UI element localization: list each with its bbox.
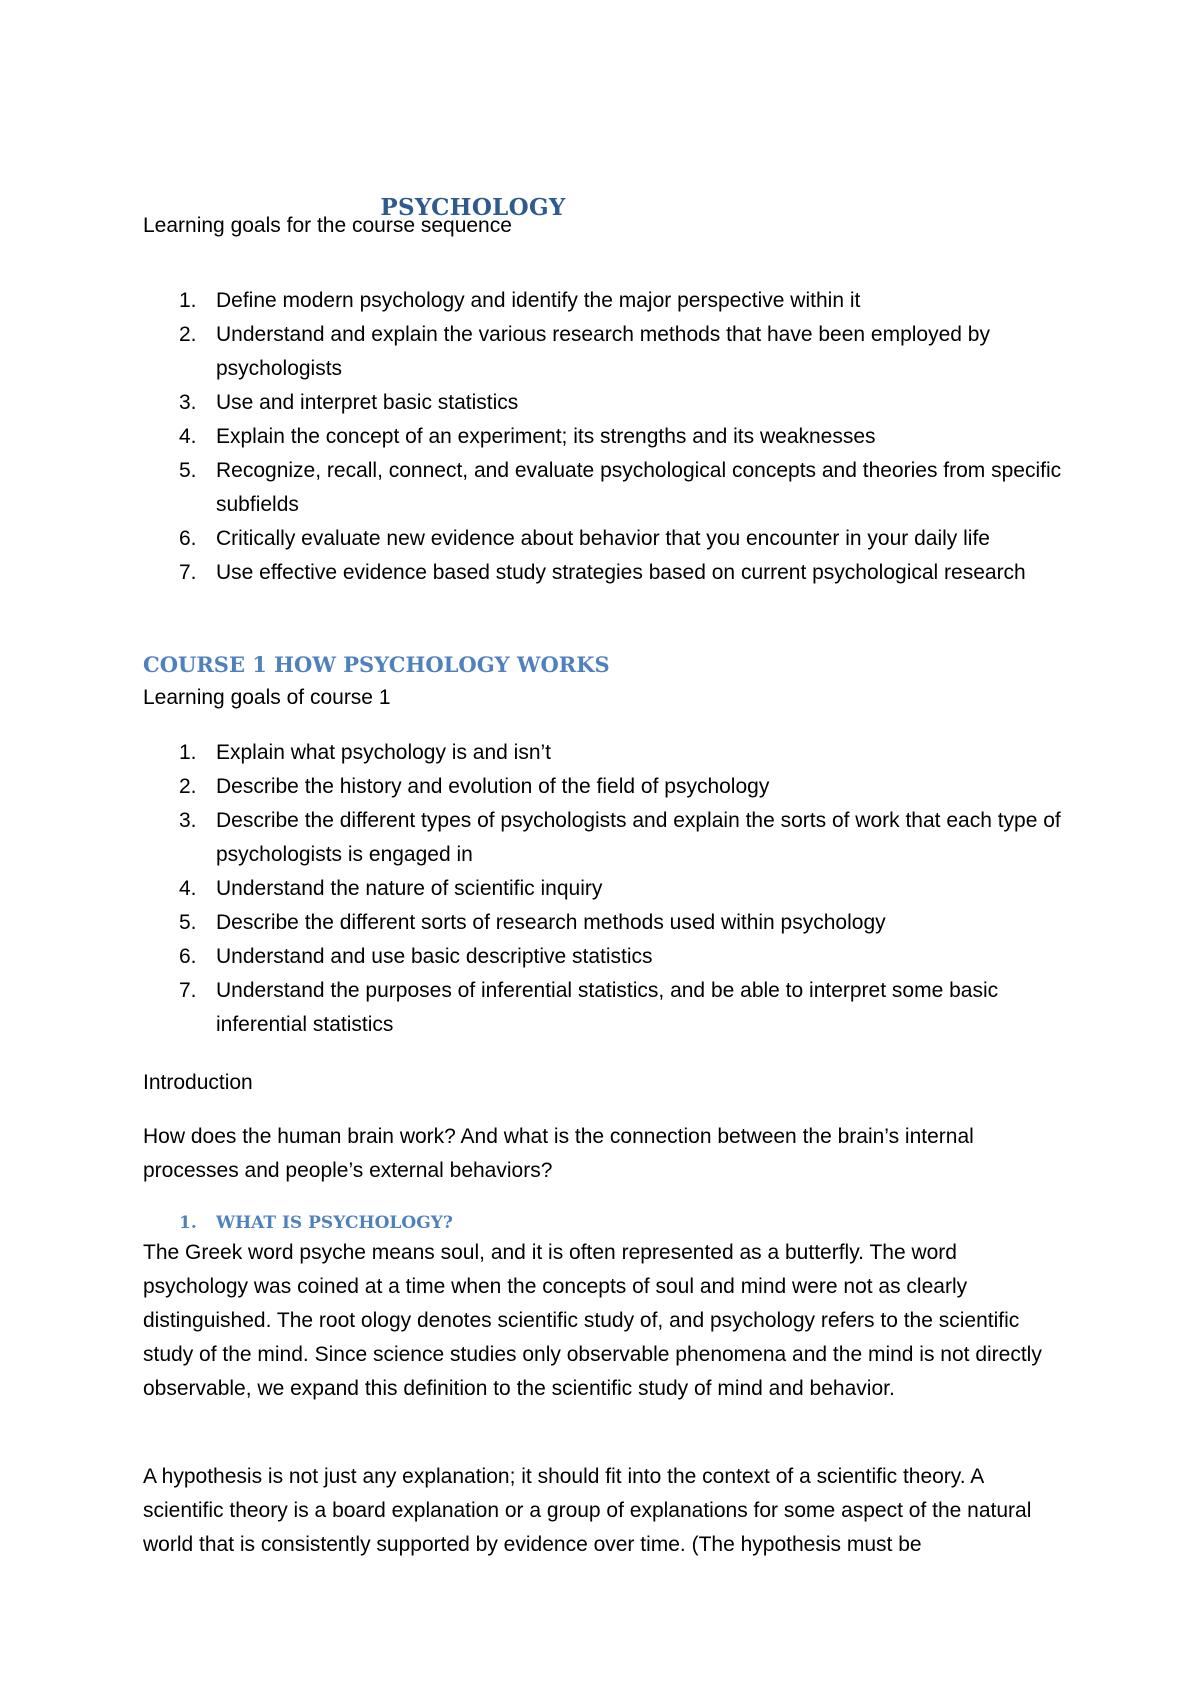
list-item-text: Understand and use basic descriptive statistics — [216, 945, 653, 968]
list-number: 2. — [179, 323, 197, 346]
list-item-text: Explain what psychology is and isn’t — [216, 741, 552, 764]
list-item-text: Recognize, recall, connect, and evaluate psychological concepts and theories from specific subfields — [216, 459, 1062, 516]
list-number: 4. — [179, 877, 197, 900]
list-number: 5. — [179, 459, 197, 482]
list-number: 2. — [179, 775, 197, 798]
introduction-paragraph: How does the human brain work? And what is the connection between the brain’s internal processes and people’s external behaviors? — [143, 1125, 974, 1182]
list-item-text: Define modern psychology and identify the major perspective within it — [216, 289, 861, 312]
list-number: 6. — [179, 945, 197, 968]
list-item — [143, 556, 1063, 590]
sequence-goals-label: Learning goals for the course sequence — [143, 214, 512, 237]
list-number: 7. — [179, 979, 197, 1002]
introduction-label: Introduction — [143, 1071, 253, 1094]
document-page — [143, 0, 1063, 1694]
list-item — [143, 804, 1063, 872]
list-item-text: Use effective evidence based study strategies based on current psychological research — [216, 561, 1026, 584]
list-item-text: Explain the concept of an experiment; its strengths and its weaknesses — [216, 425, 876, 448]
list-number: 3. — [179, 391, 197, 414]
list-item — [143, 736, 1063, 770]
list-number: 1. — [179, 741, 197, 764]
sequence-goals-list — [143, 284, 1063, 590]
course1-heading: COURSE 1 HOW PSYCHOLOGY WORKS — [143, 652, 610, 677]
section1-number: 1. — [179, 1213, 197, 1233]
list-item — [143, 522, 1063, 556]
list-item — [143, 770, 1063, 804]
course1-goals-label: Learning goals of course 1 — [143, 686, 391, 709]
list-number: 6. — [179, 527, 197, 550]
list-item — [143, 906, 1063, 940]
list-item — [143, 386, 1063, 420]
list-item — [143, 974, 1063, 1042]
list-number: 5. — [179, 911, 197, 934]
list-item — [143, 940, 1063, 974]
list-item — [143, 420, 1063, 454]
course1-goals-list — [143, 736, 1063, 1042]
list-item-text: Understand the purposes of inferential statistics, and be able to interpret some basic inferential statistics — [216, 979, 999, 1036]
list-number: 1. — [179, 289, 197, 312]
list-item — [143, 454, 1063, 522]
list-item-text: Understand and explain the various research methods that have been employed by psychologists — [216, 323, 990, 380]
list-item-text: Understand the nature of scientific inquiry — [216, 877, 603, 900]
document-title: PSYCHOLOGY — [380, 194, 566, 221]
list-item-text: Describe the different types of psychologists and explain the sorts of work that each type of psychologists is engaged in — [216, 809, 1061, 866]
list-item — [143, 318, 1063, 386]
section1-heading — [179, 1208, 453, 1238]
list-item-text: Use and interpret basic statistics — [216, 391, 519, 414]
list-item-text: Critically evaluate new evidence about behavior that you encounter in your daily life — [216, 527, 990, 550]
section1-heading-text: WHAT IS PSYCHOLOGY? — [216, 1213, 453, 1233]
list-number: 4. — [179, 425, 197, 448]
list-item-text: Describe the different sorts of research methods used within psychology — [216, 911, 886, 934]
list-item-text: Describe the history and evolution of the field of psychology — [216, 775, 770, 798]
list-item — [143, 872, 1063, 906]
section1-paragraph: The Greek word psyche means soul, and it is often represented as a butterfly. The word psychology was coined at a time when the concepts of soul and mind were not as clearly distinguished. The root ology denotes scientific study of, and psychology refers to the scientific study of the mind. Since science studies only observable phenomena and the mind is not directly observable, we expand this definition to the scientific study of mind and behavior. — [143, 1241, 1042, 1400]
list-item — [143, 284, 1063, 318]
list-number: 7. — [179, 561, 197, 584]
list-number: 3. — [179, 809, 197, 832]
hypothesis-paragraph: A hypothesis is not just any explanation; it should fit into the context of a scientific theory. A scientific theory is a board explanation or a group of explanations for some aspect of the natural world that is consistently supported by evidence over time. (The hypothesis must be — [143, 1465, 1032, 1556]
